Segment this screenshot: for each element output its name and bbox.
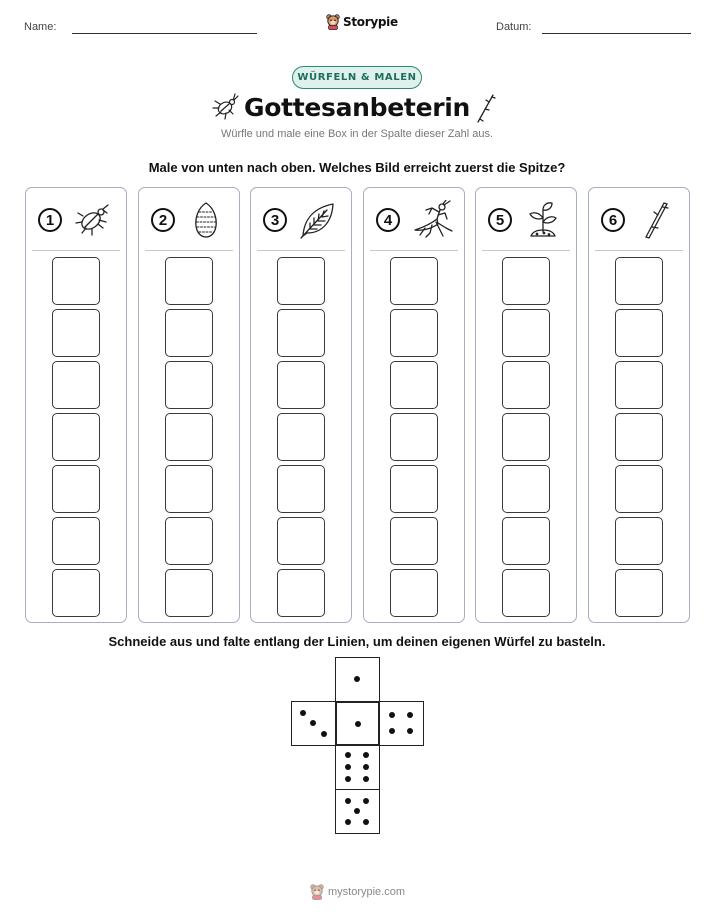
footer-url: mystorypie.com [328,886,406,898]
die-pip [407,728,413,734]
mantis-icon [412,200,456,240]
brand-logo [326,14,398,30]
color-box[interactable] [502,361,550,409]
column-number: 5 [488,208,512,232]
page-subtitle: Würfle und male eine Box in der Spalte dieser Zahl aus. [220,128,494,140]
color-box[interactable] [52,465,100,513]
color-box[interactable] [165,309,213,357]
color-box[interactable] [390,465,438,513]
die-pip [345,776,351,782]
die-pip [389,728,395,734]
column-3 [250,187,352,623]
egg-case-icon [187,200,225,240]
color-box[interactable] [390,517,438,565]
beetle-icon [74,200,112,240]
column-2 [138,187,240,623]
die-face-lower [335,745,380,790]
name-line[interactable] [72,33,257,34]
color-box[interactable] [502,257,550,305]
twig-icon [637,200,675,240]
color-box[interactable] [277,361,325,409]
color-box[interactable] [502,465,550,513]
color-box[interactable] [615,257,663,305]
cut-instruction: Schneide aus und falte entlang der Linien, um deinen eigenen Würfel zu basteln. [108,634,606,649]
brand-name: Storypie [343,15,398,29]
column-divider [482,250,570,251]
column-divider [257,250,345,251]
color-box[interactable] [390,413,438,461]
date-label: Datum: [496,21,532,33]
color-box[interactable] [52,361,100,409]
color-box[interactable] [615,465,663,513]
die-face-right [379,701,424,746]
name-label: Name: [24,21,57,33]
column-number: 4 [376,208,400,232]
column-1 [25,187,127,623]
column-divider [595,250,683,251]
die-pip [363,764,369,770]
die-pip [354,676,360,682]
die-pip [345,752,351,758]
die-face-top [335,657,380,702]
color-box[interactable] [502,309,550,357]
color-box[interactable] [165,361,213,409]
color-box[interactable] [615,413,663,461]
die-pip [310,720,316,726]
color-box[interactable] [165,517,213,565]
sprout-icon [524,200,562,240]
color-box[interactable] [390,257,438,305]
column-number: 2 [151,208,175,232]
color-box[interactable] [502,413,550,461]
die-pip [354,808,360,814]
date-line[interactable] [542,33,691,34]
color-box[interactable] [502,517,550,565]
instruction-text: Male von unten nach oben. Welches Bild erreicht zuerst die Spitze? [148,160,566,175]
color-box[interactable] [277,569,325,617]
die-pip [407,712,413,718]
color-box[interactable] [390,361,438,409]
page-title: Gottesanbeterin [243,93,471,122]
die-pip [363,776,369,782]
die-pip [363,819,369,825]
die-pip [300,710,306,716]
color-box[interactable] [615,569,663,617]
column-number: 1 [38,208,62,232]
color-box[interactable] [52,309,100,357]
die-face-bottom [335,789,380,834]
column-divider [145,250,233,251]
color-box[interactable] [277,413,325,461]
color-box[interactable] [277,257,325,305]
column-5 [475,187,577,623]
column-4 [363,187,465,623]
color-box[interactable] [52,569,100,617]
column-divider [32,250,120,251]
color-box[interactable] [165,465,213,513]
die-pip [345,798,351,804]
color-box[interactable] [165,257,213,305]
die-pip [363,798,369,804]
color-box[interactable] [615,361,663,409]
leaf-icon [299,200,337,240]
color-box[interactable] [390,569,438,617]
die-pip [345,819,351,825]
column-6 [588,187,690,623]
color-box[interactable] [502,569,550,617]
bear-icon [326,14,340,30]
color-box[interactable] [52,413,100,461]
column-number: 6 [601,208,625,232]
color-box[interactable] [165,569,213,617]
color-box[interactable] [277,309,325,357]
color-box[interactable] [390,309,438,357]
twig-icon [474,92,498,124]
die-face-left [291,701,336,746]
color-box[interactable] [277,517,325,565]
footer [310,884,405,900]
bear-icon [310,884,324,900]
die-face-center [335,701,380,746]
die-pip [355,721,361,727]
column-number: 3 [263,208,287,232]
color-box[interactable] [52,517,100,565]
column-divider [370,250,458,251]
color-box[interactable] [277,465,325,513]
color-box[interactable] [615,309,663,357]
die-pip [345,764,351,770]
color-box[interactable] [615,517,663,565]
die-pip [363,752,369,758]
die-pip [389,712,395,718]
activity-badge: WÜRFELN & MALEN [292,66,422,89]
color-box[interactable] [52,257,100,305]
color-box[interactable] [165,413,213,461]
die-pip [321,731,327,737]
